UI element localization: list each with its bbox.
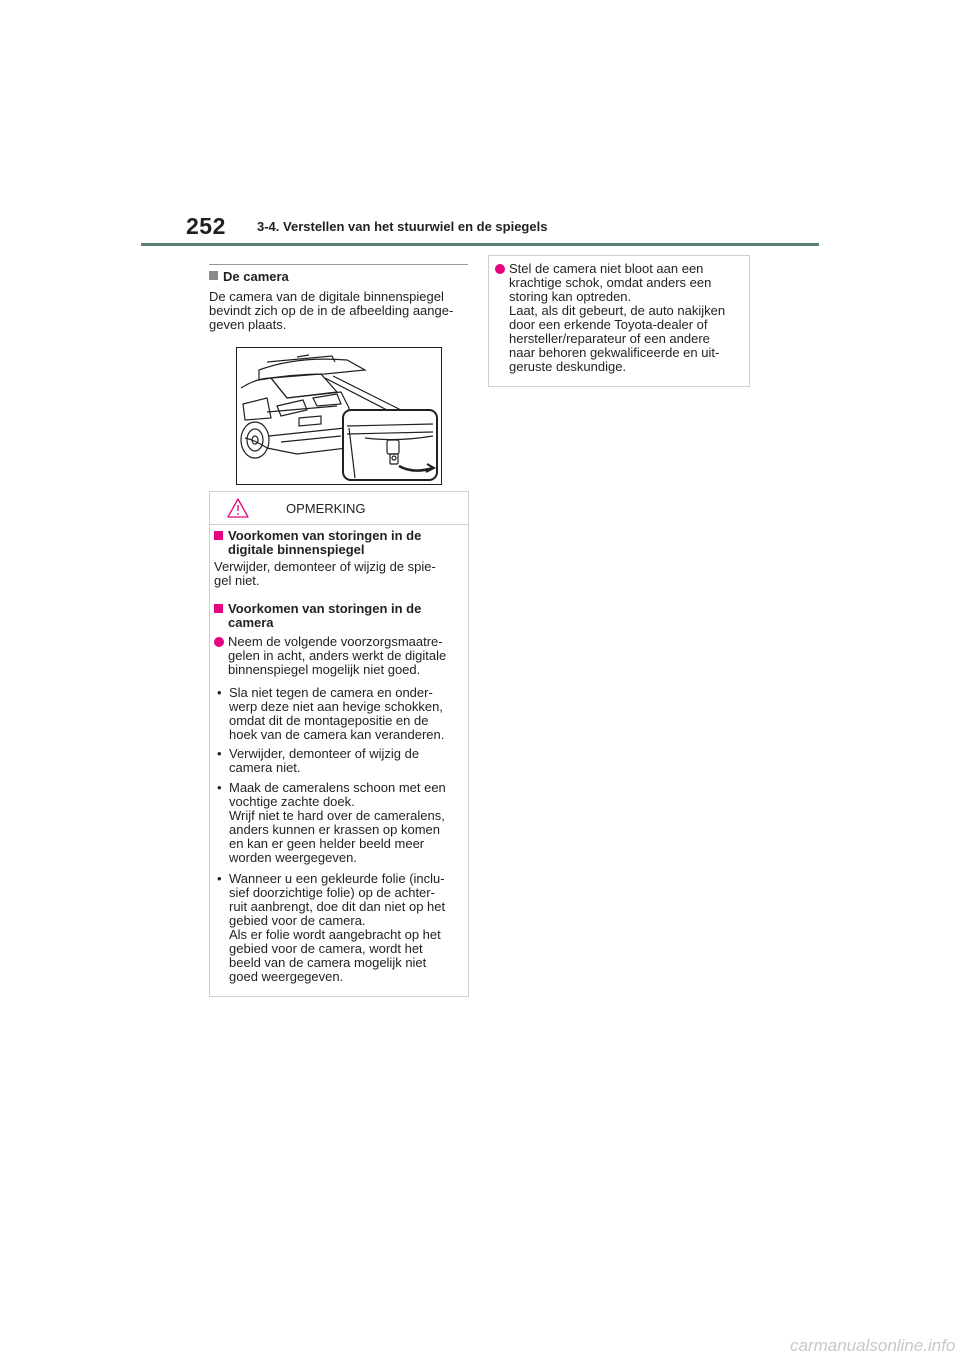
header-rule (141, 243, 819, 246)
intro-line: bevindt zich op de in de afbeelding aange- (209, 303, 454, 318)
notice-bullet-item (216, 872, 468, 984)
text-line: camera niet. (229, 760, 301, 775)
text-line: gelen in acht, anders werkt de digitale (228, 648, 447, 663)
text-line: hersteller/reparateur of een andere (509, 331, 710, 346)
heading-line: Voorkomen van storingen in de (228, 528, 422, 543)
text-line: worden weergegeven. (229, 850, 357, 865)
notice-bullet-item (216, 686, 468, 742)
text-line: anders kunnen er krassen op komen (229, 822, 441, 837)
text-line: Als er folie wordt aangebracht op het (229, 927, 441, 942)
warning-triangle-icon (227, 498, 249, 518)
text-line: beeld van de camera mogelijk niet (229, 955, 427, 970)
intro-line: geven plaats. (209, 317, 287, 332)
text-line: Stel de camera niet bloot aan een (509, 261, 704, 276)
text-line: hoek van de camera kan veranderen. (229, 727, 445, 742)
text-line: gebied voor de camera. (229, 913, 366, 928)
notice-heading-mirror (214, 529, 468, 557)
text-line: gebied voor de camera, wordt het (229, 941, 423, 956)
text-line: door een erkende Toyota-dealer of (509, 317, 708, 332)
bullet-dot-icon: • (217, 871, 222, 886)
text-line: geruste deskundige. (509, 359, 627, 374)
bullet-dot-icon: • (217, 780, 222, 795)
intro-line: De camera van de digitale binnenspiegel (209, 289, 444, 304)
notice-heading-camera (214, 602, 468, 630)
section-title (209, 269, 289, 284)
text-line: werp deze niet aan hevige schokken, (229, 699, 443, 714)
section-rule (209, 264, 468, 265)
bullet-dot-icon: • (217, 685, 222, 700)
bullet-dot-icon: • (217, 746, 222, 761)
text-line: Verwijder, demonteer of wijzig de spie- (214, 559, 436, 574)
text-line: sief doorzichtige folie) op de achter- (229, 885, 435, 900)
notice-continuation-box (488, 255, 750, 387)
notice-mirror-text (214, 560, 468, 588)
text-line: Wanneer u een gekleurde folie (inclu- (229, 871, 445, 886)
notice-bullet-item (216, 781, 468, 865)
notice-header (210, 492, 468, 525)
text-line: Laat, als dit gebeurt, de auto nakijken (509, 303, 726, 318)
notice-label: OPMERKING (286, 501, 366, 516)
heading-line: camera (228, 615, 274, 630)
text-line: krachtige schok, omdat anders een (509, 275, 712, 290)
notice-box (209, 491, 469, 997)
text-line: en kan er geen helder beeld meer (229, 836, 425, 851)
text-line: omdat dit de montagepositie en de (229, 713, 429, 728)
notice-camera-intro (214, 635, 468, 677)
car-rear-illustration (237, 348, 441, 484)
text-line: Sla niet tegen de camera en onder- (229, 685, 433, 700)
text-line: naar behoren gekwalificeerde en uit- (509, 345, 720, 360)
text-line: binnenspiegel mogelijk niet goed. (228, 662, 421, 677)
square-bullet-icon (209, 271, 218, 280)
round-bullet-icon (495, 264, 505, 274)
text-line: Verwijder, demonteer of wijzig de (229, 746, 420, 761)
notice-bullet-item (216, 747, 468, 775)
text-line: ruit aanbrengt, doe dit dan niet op het (229, 899, 446, 914)
watermark-logo: carmanualsonline.info (790, 1336, 956, 1355)
notice-continuation-item (495, 262, 747, 374)
text-line: gel niet. (214, 573, 260, 588)
heading-line: Voorkomen van storingen in de (228, 601, 422, 616)
chapter-title: 3-4. Verstellen van het stuurwiel en de spiegels (257, 219, 548, 234)
text-line: storing kan optreden. (509, 289, 632, 304)
round-bullet-icon (214, 637, 224, 647)
camera-location-illustration (236, 347, 442, 485)
text-line: vochtige zachte doek. (229, 794, 355, 809)
square-bullet-icon (214, 604, 223, 613)
heading-line: digitale binnenspiegel (228, 542, 365, 557)
text-line: Maak de cameralens schoon met een (229, 780, 446, 795)
section-title-text: De camera (223, 269, 289, 284)
text-line: Neem de volgende voorzorgsmaatre- (228, 634, 443, 649)
section-intro (209, 290, 471, 332)
text-line: Wrijf niet te hard over de cameralens, (229, 808, 445, 823)
text-line: goed weergegeven. (229, 969, 344, 984)
page-number: 252 (186, 213, 226, 239)
square-bullet-icon (214, 531, 223, 540)
